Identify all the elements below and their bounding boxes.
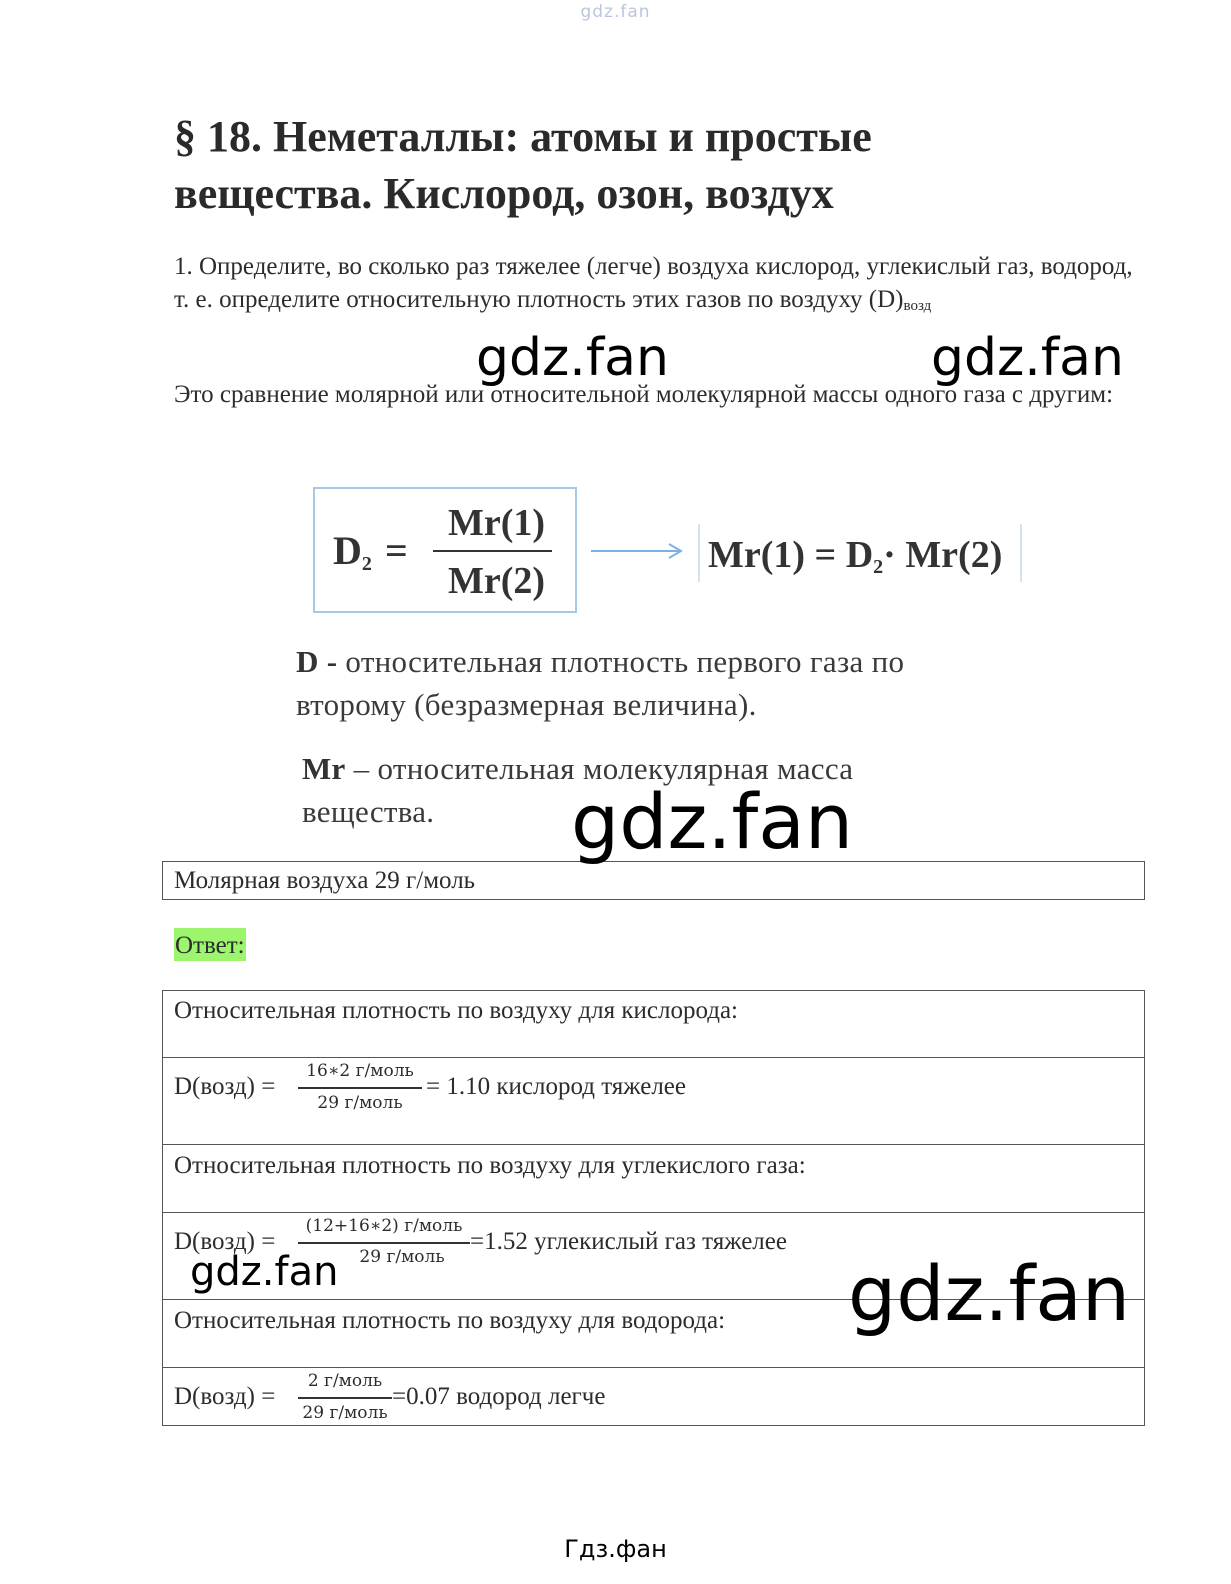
formula-numerator: Mr(1): [448, 502, 546, 544]
top-watermark: gdz.fan: [580, 2, 651, 22]
row-divider: [163, 1057, 1144, 1058]
oxygen-denominator: 29 г/моль: [317, 1093, 403, 1113]
co2-denominator: 29 г/моль: [359, 1247, 445, 1267]
oxygen-numerator: 16∗2 г/моль: [306, 1061, 414, 1081]
formula-lhs: $D_2$: [333, 528, 372, 575]
watermark: gdz.fan: [476, 328, 669, 388]
definition-mr: Mr – относительная молекулярная масса вещества.: [302, 751, 854, 829]
hydrogen-numerator: 2 г/моль: [307, 1371, 383, 1391]
oxygen-result: = 1.10 кислород тяжелее: [426, 1073, 686, 1100]
footer-text: Гдз.фан: [564, 1535, 667, 1563]
right-arrow-icon: [589, 540, 689, 562]
formula-fraction-bar: [433, 550, 552, 552]
row-divider: [163, 1144, 1144, 1145]
watermark: gdz.fan: [190, 1249, 339, 1295]
page-title: § 18. Неметаллы: атомы и простые вещества. Кислород, озон, воздух: [174, 112, 872, 218]
watermark: gdz.fan: [931, 328, 1124, 388]
formula-denominator: Mr(2): [448, 560, 546, 602]
watermark: gdz.fan: [848, 1249, 1131, 1338]
oxygen-prefix: D(возд) =: [174, 1073, 276, 1100]
definition-d: D - относительная плотность первого газа по второму (безразмерная величина).: [296, 644, 905, 722]
co2-numerator: (12+16∗2) г/моль: [305, 1216, 463, 1236]
co2-result: =1.52 углекислый газ тяжелее: [470, 1228, 787, 1255]
question-subscript: возд: [903, 298, 932, 314]
answers-table: [162, 990, 1145, 1426]
co2-fraction-bar: [298, 1242, 470, 1244]
hydrogen-result: =0.07 водород легче: [392, 1383, 606, 1410]
hydrogen-prefix: D(возд) =: [174, 1383, 276, 1410]
formula-equals: =: [385, 528, 408, 573]
co2-prefix: D(возд) =: [174, 1228, 276, 1255]
row-divider: [163, 1212, 1144, 1213]
question-text: 1. Определите, во сколько раз тяжелее (легче) воздуха кислород, углекислый газ, водород, т. е. определите относительную плотность этих газов по воздуху $(D)_{возд}$: [174, 253, 1133, 314]
hydrogen-denominator: 29 г/моль: [302, 1403, 388, 1423]
co2-heading: Относительная плотность по воздуху для углекислого газа:: [174, 1152, 806, 1179]
molar-mass-note: Молярная воздуха 29 г/моль: [162, 861, 1145, 900]
explanation-text: Это сравнение молярной или относительной молекулярной массы одного газа с другим:: [174, 381, 1114, 408]
hydrogen-fraction-bar: [298, 1397, 392, 1399]
hydrogen-heading: Относительная плотность по воздуху для водорода:: [174, 1307, 726, 1334]
result-formula: $Mr(1) = D_2\cdot Mr(2)$: [708, 534, 1003, 578]
row-divider: [163, 1367, 1144, 1368]
answer-label: Ответ:: [174, 928, 246, 961]
oxygen-fraction-bar: [298, 1087, 422, 1089]
watermark: gdz.fan: [571, 777, 854, 866]
oxygen-heading: Относительная плотность по воздуху для кислорода:: [174, 997, 738, 1024]
